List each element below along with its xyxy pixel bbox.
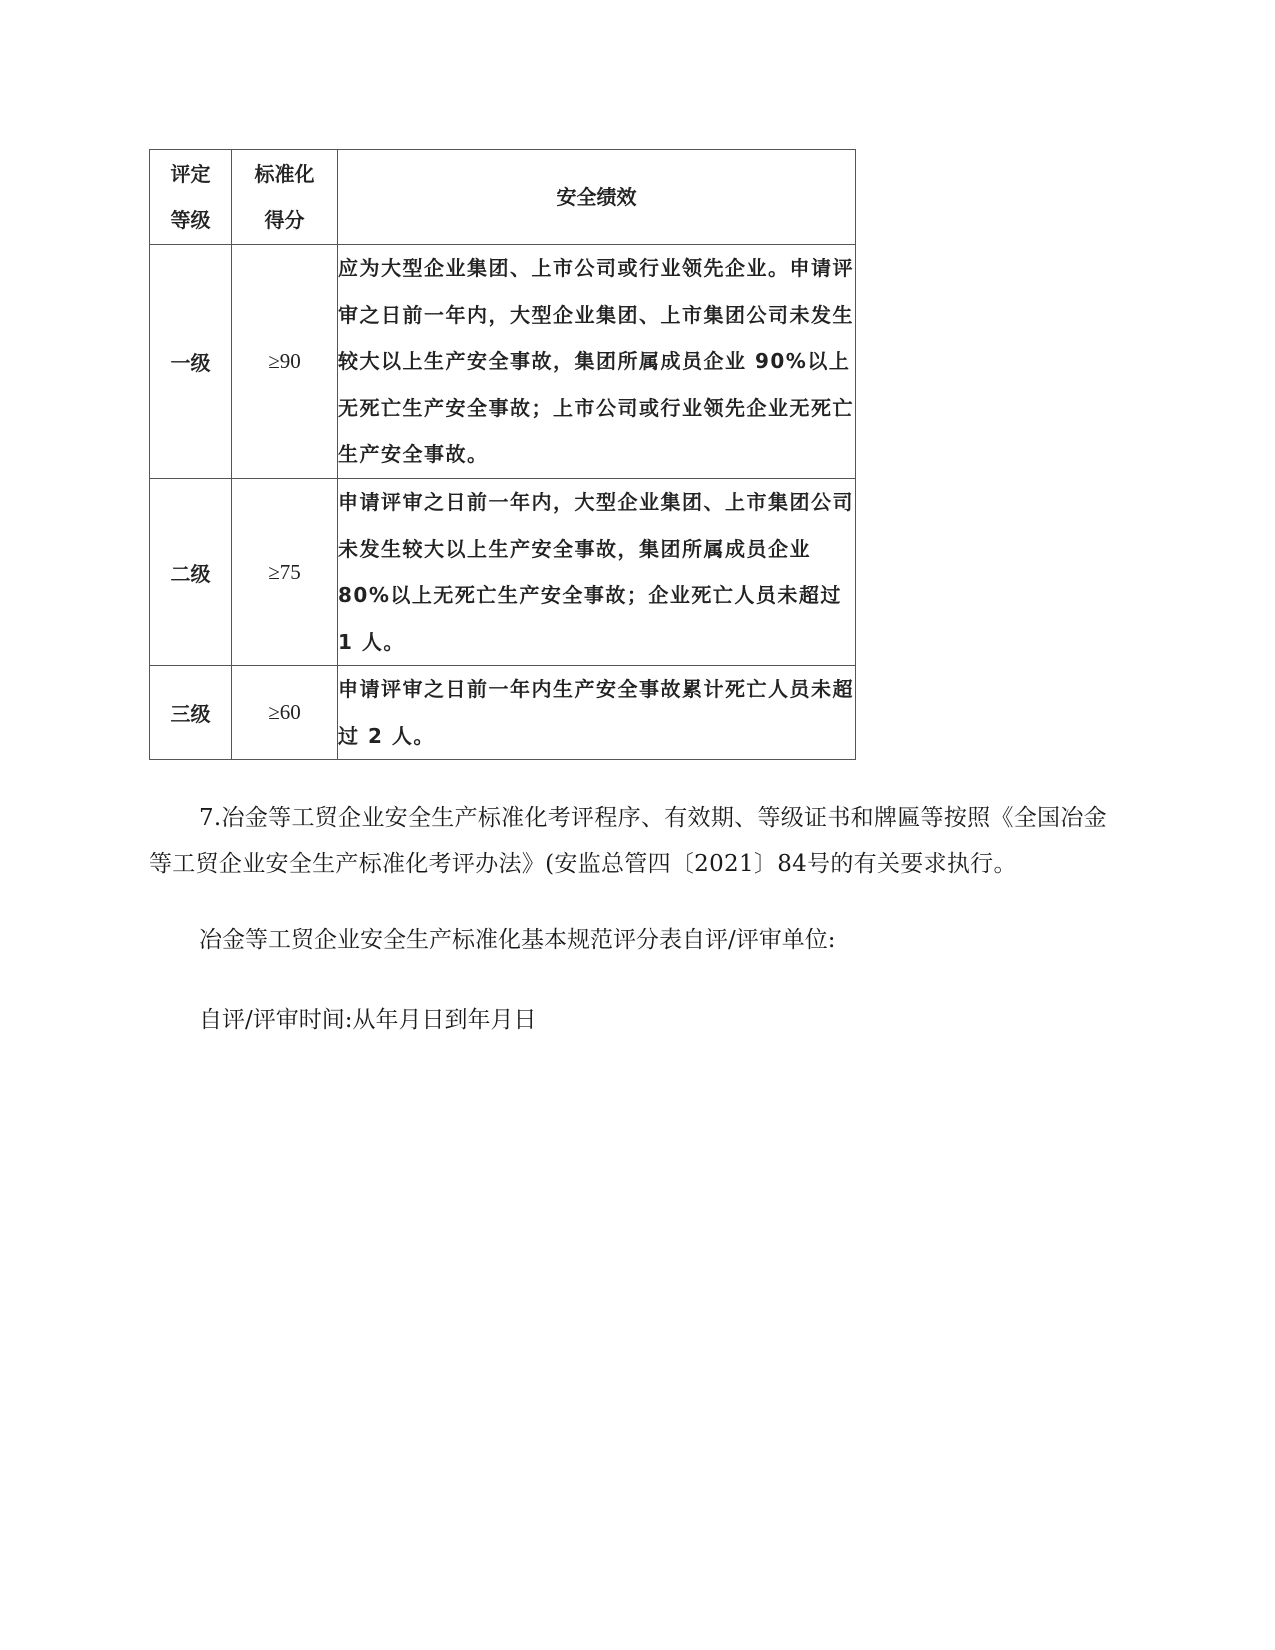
header-score-line2: 得分 [264, 208, 305, 232]
header-level [150, 150, 232, 245]
performance-cell: 申请评审之日前一年内生产安全事故累计死亡人员未超过 2 人。 [338, 666, 856, 760]
table-row [150, 479, 856, 666]
paragraph-evaluation-unit: 冶金等工贸企业安全生产标准化基本规范评分表自评/评审单位: [199, 927, 836, 953]
paragraph-item-7: 7.冶金等工贸企业安全生产标准化考评程序、有效期、等级证书和牌匾等按照《全国冶金等工贸企业安全生产标准化考评办法》(安监总管四〔2021〕84号的有关要求执行。 [149, 805, 1107, 877]
header-score [232, 150, 338, 245]
table-row [150, 666, 856, 760]
header-performance: 安全绩效 [338, 150, 856, 245]
table-header-row [150, 150, 856, 245]
score-cell: ≥75 [232, 479, 338, 666]
header-level-line2: 等级 [170, 208, 211, 232]
table-row [150, 245, 856, 479]
score-cell: ≥90 [232, 245, 338, 479]
score-cell: ≥60 [232, 666, 338, 760]
paragraph-evaluation-time: 自评/评审时间:从年月日到年月日 [199, 1007, 537, 1033]
level-cell: 二级 [150, 479, 232, 666]
performance-cell: 应为大型企业集团、上市公司或行业领先企业。申请评审之日前一年内，大型企业集团、上市集团公司未发生较大以上生产安全事故，集团所属成员企业 90%以上无死亡生产安全事故；上市公司或行业领先企业无死亡生产安全事故。 [338, 245, 856, 479]
safety-grade-table [149, 149, 856, 760]
header-score-line1: 标准化 [254, 162, 315, 186]
level-cell: 一级 [150, 245, 232, 479]
header-level-line1: 评定 [170, 162, 211, 186]
level-cell: 三级 [150, 666, 232, 760]
performance-cell: 申请评审之日前一年内，大型企业集团、上市集团公司未发生较大以上生产安全事故，集团所属成员企业 80%以上无死亡生产安全事故；企业死亡人员未超过 1 人。 [338, 479, 856, 666]
